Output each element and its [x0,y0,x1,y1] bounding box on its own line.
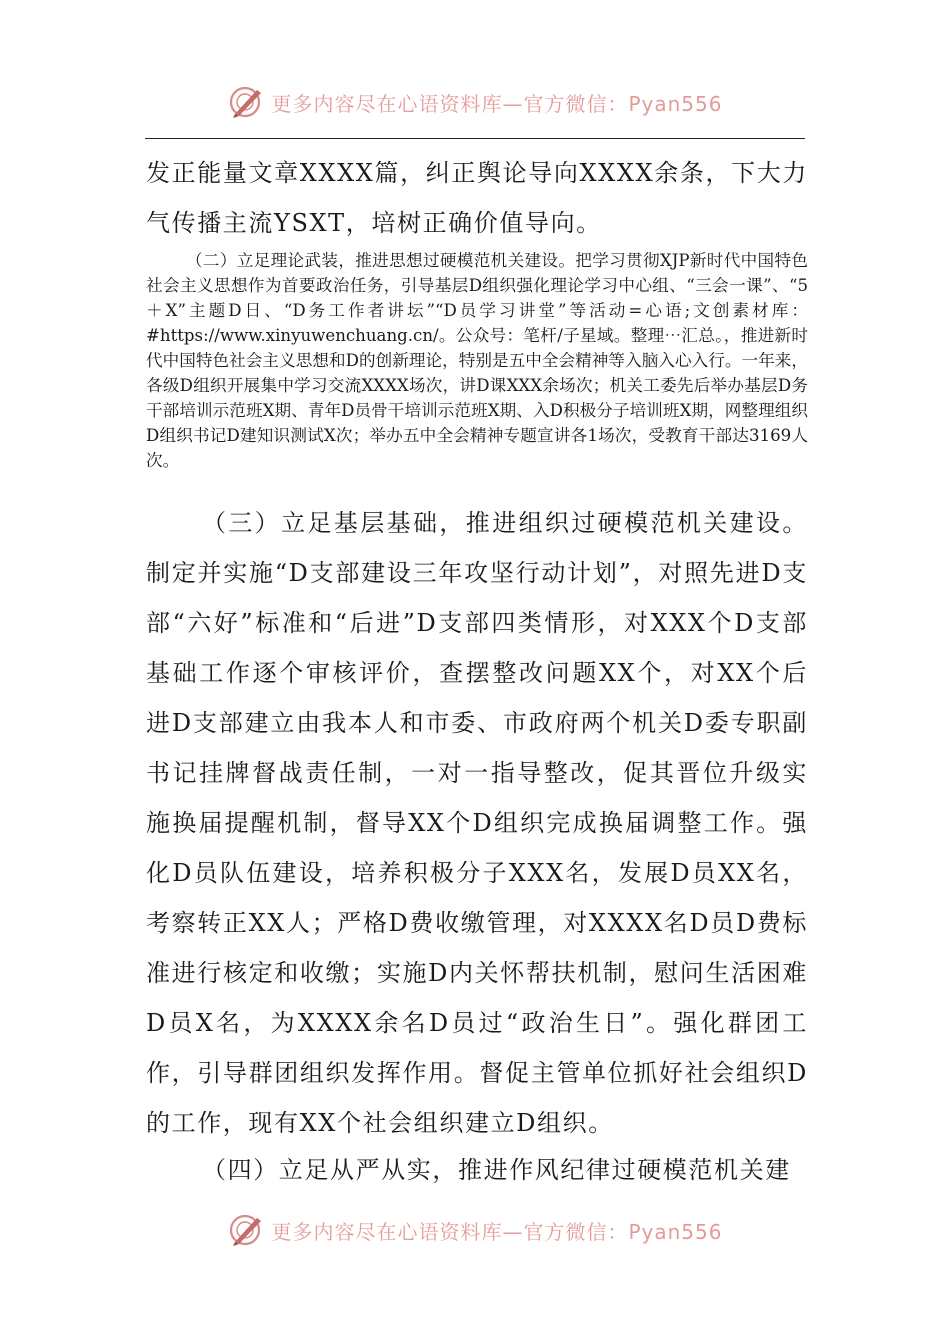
watermark-text: 更多内容尽在心语资料库—官方微信：Pyan556 [271,91,723,116]
paragraph-section-four: （四）立足从严从实，推进作风纪律过硬模范机关建 [202,1156,791,1184]
pen-brush-logo-icon [227,1210,267,1250]
paragraph-continued: 发正能量文章XXXX篇，纠正舆论导向XXXX余条，下大力气传播主流YSXT，培树正确价值导向。 [146,159,808,237]
footer-watermark [0,1210,950,1250]
header-divider [145,138,805,139]
paragraph-section-two: （二）立足理论武装，推进思想过硬模范机关建设。把学习贯彻XJP新时代中国特色社会主义思想作为首要政治任务，引导基层D组织强化理论学习中心组、“三会一课”、“5＋X”主题D日、“D务工作者讲坛”“D员学习讲堂”等活动=心语;文创素材库：#https://www.xinyuwenchuang.cn/。公众号：笔杆/子星域。整理⋯汇总。，推进新时代中国特色社会主义思想和D的创新理论，特别是五中全会精神等入脑入心入行。一年来，各级D组织开展集中学习交流XXXX场次，讲D课XXX余场次；机关工委先后举办基层D务干部培训示范班X期、青年D员骨干培训示范班X期、入D积极分子培训班X期，网整理组织D组织书记D建知识测试X次；举办五中全会精神专题宣讲各1场次，受教育干部达3169人次。 [146,251,808,470]
watermark-text: 更多内容尽在心语资料库—官方微信：Pyan556 [271,1219,723,1244]
pen-brush-logo-icon [227,82,267,122]
paragraph-section-three: （三）立足基层基础，推进组织过硬模范机关建设。制定并实施“D支部建设三年攻坚行动计划”，对照先进D支部“六好”标准和“后进”D支部四类情形，对XXX个D支部基础工作逐个审核评价，查摆整改问题XX个，对XX个后进D支部建立由我本人和市委、市政府两个机关D委专职副书记挂牌督战责任制，一对一指导整改，促其晋位升级实施换届提醒机制，督导XX个D组织完成换届调整工作。强化D员队伍建设，培养积极分子XXX名，发展D员XX名，考察转正XX人；严格D费收缴管理，对XXXX名D员D费标准进行核定和收缴；实施D内关怀帮扶机制，慰问生活困难D员X名，为XXXX余名D员过“政治生日”。强化群团工作，引导群团组织发挥作用。督促主管单位抓好社会组织D的工作，现有XX个社会组织建立D组织。 [146,509,808,1137]
header-watermark [0,82,950,122]
